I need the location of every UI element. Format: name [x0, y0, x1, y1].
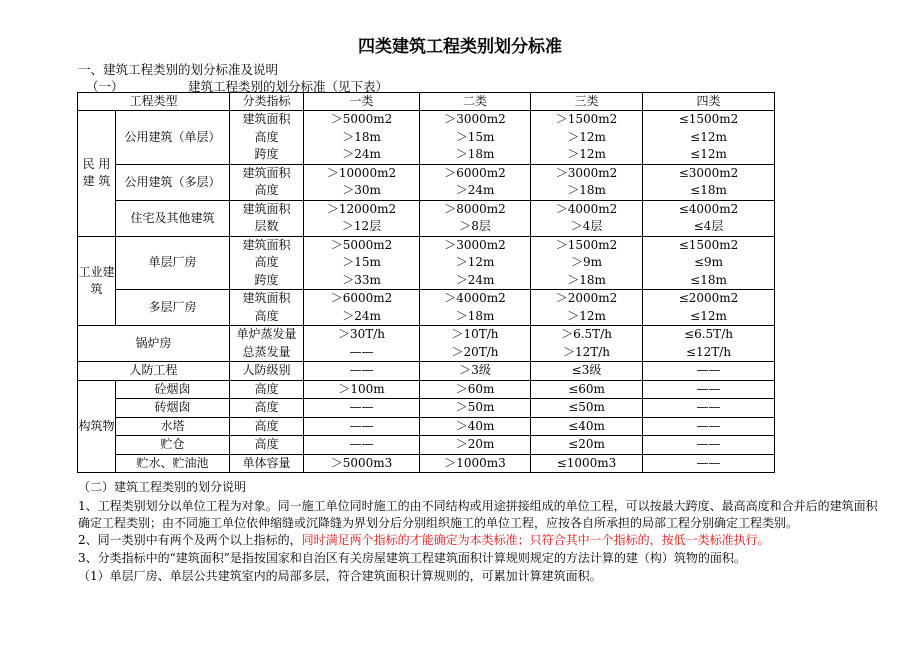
class-4-cell — [643, 326, 775, 362]
row-name: 公用建筑（单层） — [116, 111, 230, 165]
note-2-lead: 2、同一类别中有两个及两个以上指标的， — [78, 533, 302, 547]
class-4-cell — [643, 436, 775, 455]
class-3-cell — [531, 326, 643, 362]
table-row — [78, 236, 775, 290]
row-name: 贮水、贮油池 — [116, 454, 230, 473]
row-name: 砼烟囱 — [116, 380, 230, 399]
note-2-highlight: 同时满足两个指标的才能确定为本类标准；只符合其中一个指标的，按低一类标准执行。 — [301, 533, 770, 547]
metric-1: 高度 — [254, 129, 279, 144]
classification-table — [77, 92, 775, 473]
class-3-value-0: ≤50m — [568, 400, 605, 414]
table-row — [78, 290, 775, 326]
class-3-cell — [531, 417, 643, 436]
row-name: 水塔 — [116, 417, 230, 436]
class-3-value-1: ＞18m — [567, 183, 606, 197]
class-4-value-0: ≤1500m2 — [678, 237, 739, 252]
header-col-5: 四类 — [643, 93, 775, 111]
class-1-cell — [304, 417, 420, 436]
class-1-value-1: ＞12层 — [341, 219, 382, 233]
class-1-value-1: ＞24m — [342, 308, 381, 323]
metric-cell — [230, 164, 304, 200]
group-structures: 构筑物 — [78, 380, 116, 473]
class-1-value-0: —— — [349, 400, 374, 414]
class-1-cell — [304, 399, 420, 418]
metric-1: 高度 — [254, 308, 279, 323]
table-row — [78, 380, 775, 399]
class-1-value-0: ＞6000m2 — [330, 291, 393, 305]
class-2-value-1: ＞12m — [455, 255, 495, 269]
class-1-cell — [304, 200, 420, 236]
class-2-value-1: ＞20T/h — [451, 344, 499, 359]
class-4-cell — [643, 380, 775, 399]
class-2-value-0: ＞6000m2 — [444, 165, 506, 180]
class-3-cell — [531, 290, 643, 326]
class-4-value-0: ≤1500m2 — [678, 112, 739, 126]
row-name: 贮仓 — [116, 436, 230, 455]
class-2-value-1: ＞8层 — [459, 219, 491, 233]
metric-0: 高度 — [254, 381, 279, 396]
class-1-cell — [304, 362, 420, 381]
section-2-heading: （二）建筑工程类别的划分说明 — [78, 480, 247, 494]
metric-cell — [230, 380, 304, 399]
class-2-value-0: ＞3级 — [459, 363, 491, 377]
class-2-cell — [420, 362, 531, 381]
class-2-cell — [420, 111, 531, 165]
header-type: 工程类型 — [78, 93, 230, 111]
header-col-2: 一类 — [304, 93, 420, 111]
sub-1-label: （一） — [86, 79, 124, 94]
class-4-cell — [643, 417, 775, 436]
class-4-cell — [643, 236, 775, 290]
class-2-cell — [420, 454, 531, 473]
class-4-cell — [643, 399, 775, 418]
class-2-value-0: ＞1000m3 — [444, 455, 506, 470]
group-civil: 民 用 建 筑 — [78, 111, 116, 237]
class-3-value-0: ≤3级 — [571, 363, 602, 377]
class-4-cell — [643, 290, 775, 326]
class-1-value-0: ＞12000m2 — [326, 201, 397, 216]
class-3-value-1: ＞12T/h — [562, 344, 611, 359]
class-3-cell — [531, 399, 643, 418]
class-1-value-0: ＞5000m2 — [330, 112, 393, 126]
metric-0: 单体容量 — [242, 455, 291, 470]
class-4-value-0: —— — [696, 437, 721, 451]
class-3-cell — [531, 362, 643, 381]
class-4-value-0: —— — [696, 381, 721, 396]
class-4-value-2: ≤18m — [690, 272, 727, 287]
metric-cell — [230, 362, 304, 381]
class-2-cell — [420, 326, 531, 362]
class-2-cell — [420, 417, 531, 436]
metric-0: 建筑面积 — [242, 165, 291, 180]
metric-cell — [230, 399, 304, 418]
sub-1-text: 建筑工程类别的划分标准（见下表） — [188, 79, 389, 94]
note-4: （1）单层厂房、单层公共建筑室内的局部多层，符合建筑面积计算规则的，可累加计算建筑面积。 — [78, 569, 602, 583]
metric-cell — [230, 290, 304, 326]
table-row — [78, 417, 775, 436]
class-2-value-1: ＞24m — [455, 183, 495, 197]
table-row — [78, 399, 775, 418]
class-2-value-0: ＞60m — [455, 381, 495, 396]
class-4-cell — [643, 200, 775, 236]
class-3-value-1: ＞4层 — [570, 219, 603, 233]
table-row — [78, 111, 775, 165]
metric-cell — [230, 236, 304, 290]
class-2-cell — [420, 290, 531, 326]
class-1-value-0: ＞10000m2 — [326, 165, 397, 180]
class-3-value-0: ≤60m — [568, 381, 605, 396]
class-2-cell — [420, 164, 531, 200]
metric-0: 建筑面积 — [242, 291, 291, 305]
class-4-value-1: ≤9m — [693, 255, 724, 269]
table-row — [78, 164, 775, 200]
class-1-value-0: ＞30T/h — [337, 327, 386, 341]
class-4-cell — [643, 454, 775, 473]
class-2-value-0: ＞3000m2 — [444, 112, 506, 126]
class-3-value-2: ＞18m — [567, 272, 606, 287]
metric-1: 高度 — [254, 255, 279, 269]
class-1-value-0: ＞5000m2 — [330, 237, 393, 252]
metric-cell — [230, 200, 304, 236]
class-3-value-0: ＞4000m2 — [555, 201, 618, 216]
class-4-value-0: —— — [696, 363, 721, 377]
table-row — [78, 362, 775, 381]
class-4-value-1: ≤12m — [690, 308, 727, 323]
class-3-value-0: ≤1000m3 — [556, 455, 617, 470]
class-4-value-1: ≤18m — [690, 183, 727, 197]
class-4-value-1: ≤12T/h — [685, 344, 732, 359]
class-3-value-0: ＞2000m2 — [555, 291, 618, 305]
class-1-value-0: ＞100m — [338, 381, 385, 396]
class-1-cell — [304, 454, 420, 473]
class-2-value-0: ＞8000m2 — [444, 201, 506, 216]
class-4-value-0: ≤3000m2 — [678, 165, 739, 180]
class-1-value-2: ＞24m — [342, 147, 381, 161]
class-3-cell — [531, 164, 643, 200]
class-3-value-0: ≤40m — [568, 418, 605, 433]
metric-0: 高度 — [254, 400, 279, 414]
metric-cell — [230, 417, 304, 436]
metric-cell — [230, 111, 304, 165]
class-1-value-0: —— — [349, 437, 374, 451]
class-4-cell — [643, 164, 775, 200]
class-3-value-0: ＞1500m2 — [555, 237, 618, 252]
class-1-cell — [304, 380, 420, 399]
metric-0: 人防级别 — [242, 363, 291, 377]
header-col-3: 二类 — [420, 93, 531, 111]
note-1-line-1: 1、工程类别划分以单位工程为对象。同一施工单位同时施工的由不同结构或用途拼接组成的单位工程，可以按最大跨度、最高高度和合并后的建筑面积 — [78, 499, 878, 513]
metric-0: 建筑面积 — [242, 237, 291, 252]
row-name: 多层厂房 — [116, 290, 230, 326]
header-col-1: 分类指标 — [230, 93, 304, 111]
class-3-value-1: ＞12m — [567, 129, 606, 144]
metric-cell — [230, 454, 304, 473]
class-1-cell — [304, 236, 420, 290]
class-1-value-0: —— — [349, 363, 374, 377]
metric-0: 高度 — [254, 437, 279, 451]
class-2-cell — [420, 380, 531, 399]
class-4-value-0: —— — [696, 400, 721, 414]
class-3-cell — [531, 111, 643, 165]
class-1-cell — [304, 111, 420, 165]
class-1-cell — [304, 326, 420, 362]
row-name: 砖烟囱 — [116, 399, 230, 418]
class-2-value-0: ＞40m — [455, 418, 495, 433]
class-2-value-1: ＞15m — [455, 129, 495, 144]
class-1-value-1: —— — [349, 344, 374, 359]
row-name: 单层厂房 — [116, 236, 230, 290]
class-4-value-2: ≤12m — [690, 147, 727, 161]
class-4-cell — [643, 362, 775, 381]
class-3-value-2: ＞12m — [567, 147, 606, 161]
group-boiler: 锅炉房 — [78, 326, 230, 362]
class-1-value-2: ＞33m — [342, 272, 381, 287]
class-4-value-0: —— — [696, 455, 721, 470]
table-header-row — [78, 93, 775, 111]
class-2-cell — [420, 436, 531, 455]
table-row — [78, 200, 775, 236]
class-4-value-0: ≤2000m2 — [678, 291, 739, 305]
class-1-value-1: ＞30m — [342, 183, 381, 197]
class-4-value-0: ≤4000m2 — [678, 201, 739, 216]
metric-0: 建筑面积 — [242, 112, 291, 126]
class-2-value-2: ＞18m — [455, 147, 495, 161]
metric-1: 总蒸发量 — [242, 344, 291, 359]
class-3-cell — [531, 200, 643, 236]
class-1-value-0: —— — [349, 418, 374, 433]
class-1-value-0: ＞5000m3 — [330, 455, 393, 470]
class-3-cell — [531, 436, 643, 455]
metric-0: 高度 — [254, 418, 279, 433]
metric-0: 建筑面积 — [242, 201, 291, 216]
metric-0: 单炉蒸发量 — [236, 327, 297, 341]
class-3-value-1: ＞9m — [571, 255, 603, 269]
page-title: 四类建筑工程类别划分标准 — [358, 37, 562, 57]
class-1-cell — [304, 164, 420, 200]
metric-2: 跨度 — [254, 147, 279, 161]
class-3-value-1: ＞12m — [567, 308, 606, 323]
class-4-cell — [643, 111, 775, 165]
group-industrial: 工业建 筑 — [78, 236, 116, 326]
header-col-4: 三类 — [531, 93, 643, 111]
class-3-cell — [531, 380, 643, 399]
class-4-value-1: ≤4层 — [693, 219, 724, 233]
class-4-value-0: —— — [696, 418, 721, 433]
class-2-cell — [420, 200, 531, 236]
metric-1: 高度 — [254, 183, 279, 197]
group-civil-defense: 人防工程 — [78, 362, 230, 381]
note-3: 3、分类指标中的“建筑面积”是指按国家和自治区有关房屋建筑工程建筑面积计算规则规定的方法计算的建（构）筑物的面积。 — [78, 551, 746, 565]
class-2-value-0: ＞3000m2 — [444, 237, 506, 252]
metric-cell — [230, 436, 304, 455]
class-1-cell — [304, 290, 420, 326]
class-2-value-2: ＞24m — [455, 272, 495, 287]
class-3-value-0: ＞6.5T/h — [561, 327, 612, 341]
class-4-value-0: ≤6.5T/h — [684, 327, 733, 341]
class-1-value-1: ＞15m — [342, 255, 381, 269]
class-2-value-0: ＞4000m2 — [444, 291, 506, 305]
note-1-line-2: 确定工程类别；由不同施工单位依伸缩缝或沉降缝为界划分后分别组织施工的单位工程，应按各自所承担的局部工程分别确定工程类别。 — [78, 516, 799, 530]
section-1-heading: 一、建筑工程类别的划分标准及说明 — [78, 62, 279, 77]
class-2-value-0: ＞20m — [455, 437, 495, 451]
class-2-value-1: ＞18m — [455, 308, 495, 323]
class-2-cell — [420, 399, 531, 418]
metric-cell — [230, 326, 304, 362]
class-2-cell — [420, 236, 531, 290]
class-3-value-0: ＞3000m2 — [555, 165, 618, 180]
table-row — [78, 436, 775, 455]
class-4-value-1: ≤12m — [690, 129, 727, 144]
class-1-cell — [304, 436, 420, 455]
table-row — [78, 326, 775, 362]
class-2-value-0: ＞10T/h — [451, 327, 499, 341]
class-2-value-0: ＞50m — [455, 400, 495, 414]
metric-1: 层数 — [254, 219, 279, 233]
class-3-value-0: ≤20m — [568, 437, 605, 451]
row-name: 公用建筑（多层） — [116, 164, 230, 200]
class-3-value-0: ＞1500m2 — [555, 112, 618, 126]
class-1-value-1: ＞18m — [342, 129, 381, 144]
note-2 — [78, 531, 770, 550]
table-row — [78, 454, 775, 473]
row-name: 住宅及其他建筑 — [116, 200, 230, 236]
class-3-cell — [531, 236, 643, 290]
class-3-cell — [531, 454, 643, 473]
metric-2: 跨度 — [254, 272, 279, 287]
